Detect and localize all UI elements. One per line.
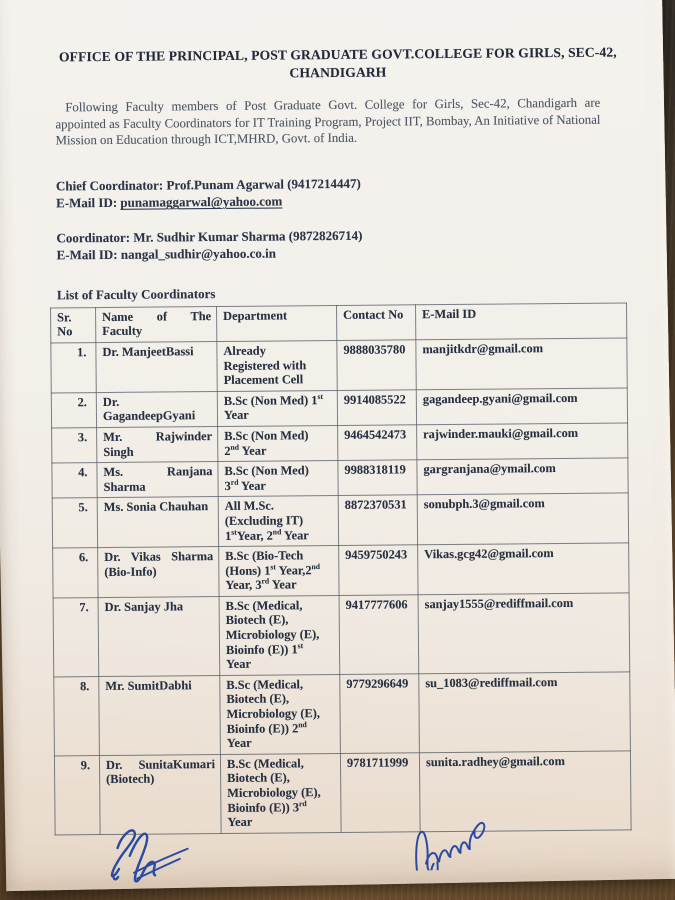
- chief-email-link: punamaggarwal@yahoo.com: [120, 193, 283, 211]
- cell-department: B.Sc (Medical, Biotech (E), Microbiology (E), Bioinfo (E)) 1st Year: [219, 595, 340, 675]
- page-title-line1: OFFICE OF THE PRINCIPAL, POST GRADUATE GOVT.COLLEGE FOR GIRLS, SEC-42,: [58, 44, 617, 65]
- coordinator-email-text: nangal_sudhir@yahoo.co.in: [120, 245, 277, 263]
- cell-sr: 7.: [53, 597, 99, 676]
- col-header-department: Department: [217, 305, 337, 341]
- col-header-name: Name of The Faculty: [96, 306, 217, 342]
- cell-department: B.Sc (Non Med) 3rd Year: [218, 461, 338, 497]
- cell-contact: 9781711999: [340, 753, 420, 833]
- coordinator-line: Coordinator: Mr. Sudhir Kumar Sharma (9872826714): [56, 227, 363, 246]
- cell-contact: 9914085522: [337, 390, 416, 426]
- chief-coordinator-line: Chief Coordinator: Prof.Punam Agarwal (9417214447): [55, 175, 361, 194]
- table-row: [53, 593, 630, 677]
- cell-department: B.Sc (Medical, Biotech (E), Microbiology (E), Bioinfo (E)) 3rd Year: [220, 753, 341, 833]
- coordinator-block: [56, 224, 627, 264]
- table-row: [54, 672, 631, 756]
- cell-name: Dr. ManjeetBassi: [96, 341, 217, 392]
- chief-coordinator-block: [56, 172, 627, 212]
- cell-department: B.Sc (Non Med) 2nd Year: [218, 425, 338, 461]
- cell-name: Dr. Sanjay Jha: [98, 596, 220, 676]
- cell-sr: 1.: [51, 343, 96, 393]
- cell-email: rajwinder.mauki@gmail.com: [417, 423, 628, 460]
- col-header-sr-no: Sr. No: [51, 307, 96, 343]
- chief-email-label: E-Mail ID:: [56, 195, 121, 211]
- col-header-contact: Contact No: [337, 305, 416, 341]
- signature-left-ink: [93, 819, 202, 891]
- faculty-table: [50, 302, 632, 835]
- cell-department: Already Registered with Placement Cell: [217, 340, 337, 391]
- cell-name: Dr. GagandeepGyani: [96, 391, 217, 427]
- table-row: [51, 388, 627, 428]
- table-row: [53, 543, 629, 598]
- cell-sr: 6.: [53, 548, 98, 598]
- table-row: [52, 493, 628, 548]
- coordinator-email-label: E-Mail ID:: [56, 247, 121, 263]
- cell-sr: 9.: [54, 755, 100, 834]
- intro-paragraph: Following Faculty members of Post Graduate Govt. College for Girls, Sec-42, Chandigarh are appointed as Faculty Coordinators for IT Training Program, Project IIT, Bombay, An Initiative of National Mission on Education through ICT,MHRD, Govt. of India.: [55, 95, 601, 148]
- cell-email: manjitkdr@gmail.com: [416, 338, 627, 390]
- cell-email: sunita.radhey@gmail.com: [419, 751, 631, 832]
- cell-name: Mr. Rajwinder Singh: [97, 426, 218, 462]
- coordinator-email-line: [56, 242, 627, 264]
- cell-contact: 9888035780: [337, 340, 416, 390]
- cell-name: Dr. SunitaKumari (Biotech): [99, 754, 221, 834]
- cell-sr: 5.: [52, 498, 97, 548]
- cell-contact: 9417777606: [339, 595, 419, 675]
- page-title-line2: CHANDIGARH: [289, 64, 387, 80]
- cell-email: su_1083@rediffmail.com: [419, 672, 631, 753]
- table-header-row: [51, 303, 627, 343]
- page-title: [50, 43, 626, 83]
- table-row: [52, 458, 628, 498]
- cell-sr: 4.: [52, 463, 97, 499]
- cell-contact: 9988318119: [338, 460, 417, 496]
- cell-department: All M.Sc. (Excluding IT) 1stYear, 2nd Year: [218, 496, 338, 547]
- cell-email: sanjay1555@rediffmail.com: [418, 593, 630, 674]
- cell-sr: 3.: [52, 428, 97, 464]
- table-row: [52, 423, 628, 463]
- cell-email: gagandeep.gyani@gmail.com: [416, 388, 627, 425]
- col-header-email: E-Mail ID: [416, 303, 627, 340]
- cell-department: B.Sc (Medical, Biotech (E), Microbiology (E), Bioinfo (E)) 2nd Year: [220, 674, 341, 754]
- cell-contact: 9779296649: [340, 674, 420, 754]
- cell-name: Ms. Ranjana Sharma: [97, 462, 218, 498]
- signature-right-ink: [393, 803, 528, 871]
- cell-email: Vikas.gcg42@gmail.com: [418, 543, 629, 595]
- cell-name: Ms. Sonia Chauhan: [97, 497, 218, 548]
- table-caption: List of Faculty Coordinators: [56, 285, 216, 303]
- cell-contact: 9464542473: [338, 425, 417, 461]
- cell-contact: 8872370531: [338, 495, 417, 545]
- cell-sr: 2.: [51, 392, 96, 428]
- cell-department: B.Sc (Non Med) 1st Year: [217, 390, 337, 426]
- cell-department: B.Sc (Bio-Tech (Hons) 1st Year,2nd Year, 3rd Year: [219, 546, 339, 597]
- cell-sr: 8.: [54, 676, 100, 755]
- cell-email: gargranjana@ymail.com: [417, 458, 628, 495]
- table-row: [51, 338, 627, 393]
- cell-name: Mr. SumitDabhi: [99, 675, 221, 755]
- cell-name: Dr. Vikas Sharma (Bio-Info): [98, 547, 219, 598]
- cell-email: sonubph.3@gmail.com: [417, 493, 628, 545]
- cell-contact: 9459750243: [339, 545, 418, 595]
- chief-email-line: [56, 190, 627, 212]
